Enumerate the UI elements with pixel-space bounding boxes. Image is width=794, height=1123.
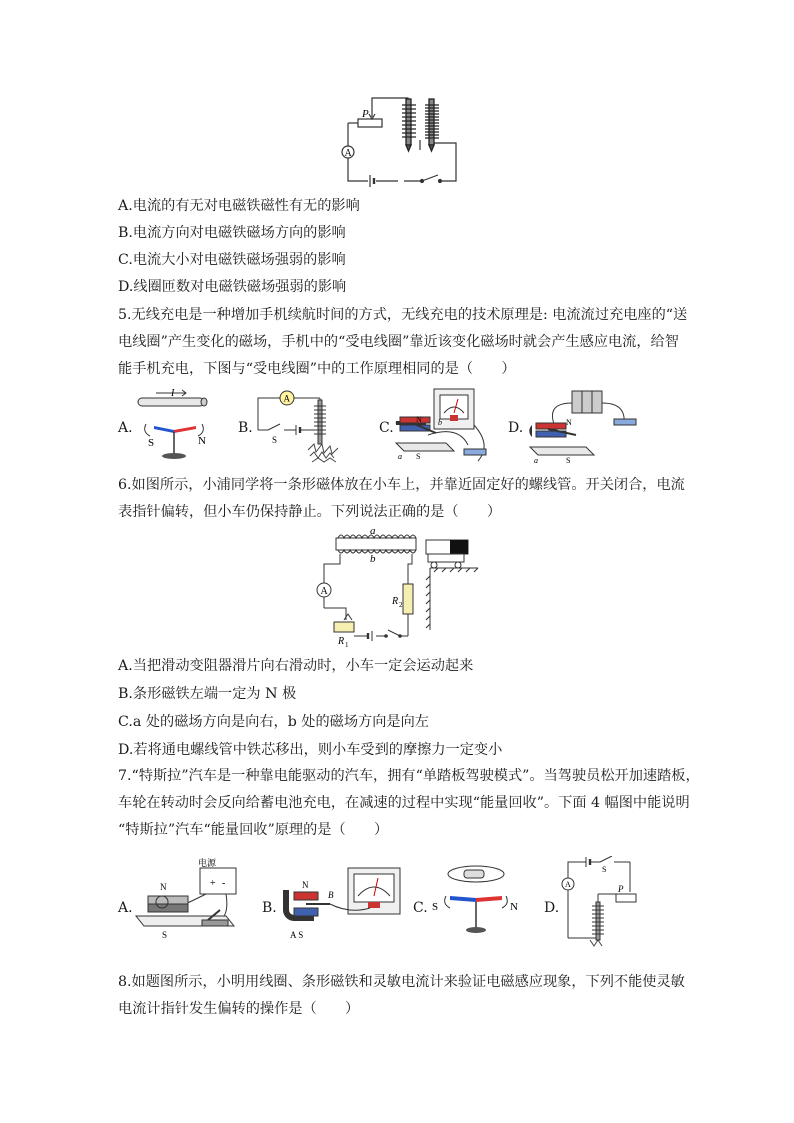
q4-option-d: D.线圈匝数对电磁铁磁场强弱的影响 [118, 279, 347, 295]
q6-stem-line-1: 6.如图所示，小浦同学将一条形磁体放在小车上，并靠近固定好的螺线管。开关闭合，电流 [118, 477, 685, 493]
q7-figure-c-oersted [428, 858, 524, 938]
q6-option-a: A.当把滑动变阻器滑片向右滑动时，小车一定会运动起来 [118, 658, 474, 674]
q5-label-a: A. [118, 420, 133, 436]
south-label: S [416, 452, 421, 461]
q5-figure-d-motor [526, 383, 644, 467]
q7-label-c: C. [413, 900, 428, 916]
q5-label-d: D. [508, 420, 524, 436]
resistor-r2-subscript: 2 [399, 601, 403, 609]
q5-stem-line-1: 5.无线充电是一种增加手机续航时间的方式，无线充电的技术原理是: 电流流过充电座的“送 [118, 307, 688, 323]
q5-figure-c-induction [392, 385, 502, 467]
south-label: S [566, 456, 571, 465]
q5-stem-line-2: 电线圈”产生变化的磁场，手机中的“受电线圈”靠近该变化磁场时就会产生感应电流，给智 [118, 334, 679, 350]
resistor-r1-subscript: 1 [345, 641, 349, 649]
q5-label-b: B. [238, 420, 253, 436]
q5-label-c: C. [379, 420, 394, 436]
north-label: N [416, 415, 422, 424]
q4-option-a: A.电流的有无对电磁铁磁性有无的影响 [118, 198, 360, 214]
point-b-label: B [328, 890, 334, 900]
point-a-label: a [370, 526, 376, 537]
q7-figure-b-generator [280, 862, 410, 942]
q6-stem-line-2: 表指针偏转，但小车仍保持静止。下列说法正确的是（ ） [118, 504, 502, 520]
ammeter-label: A [320, 586, 328, 597]
q4-circuit-figure [330, 95, 465, 190]
q7-figure-d-electromagnet [560, 856, 646, 948]
ammeter-label: A [565, 880, 571, 889]
q6-solenoid-circuit-figure [312, 526, 482, 652]
south-label: S [432, 901, 439, 913]
south-label: S [162, 930, 168, 940]
point-a-label: a [534, 456, 538, 465]
q6-option-d: D.若将通电螺线管中铁芯移出，则小车受到的摩擦力一定变小 [118, 742, 503, 758]
north-pole-label: N [198, 435, 206, 447]
svg-text:+: + [210, 878, 216, 889]
point-b-label: b [438, 418, 442, 427]
resistor-r1-label: R [338, 636, 345, 647]
q5-stem-line-3: 能手机充电，下图与“受电线圈”中的工作原理相同的是（ ） [118, 361, 516, 377]
q4-option-c: C.电流大小对电磁铁磁场强弱的影响 [118, 252, 346, 268]
q5-figure-a-oersted [134, 388, 214, 464]
north-label: N [302, 880, 309, 890]
q6-option-b: B.条形磁铁左端一定为 N 极 [118, 686, 297, 702]
north-label: N [566, 418, 572, 427]
resistor-r2-label: R [392, 596, 399, 607]
current-label: I [171, 388, 175, 399]
rheostat-label: P [618, 884, 624, 894]
q7-label-d: D. [544, 900, 560, 916]
switch-label: S [272, 435, 278, 445]
q7-stem-line-3: “特斯拉”汽车“能量回收”原理的是（ ） [118, 822, 389, 838]
rheostat-label: P [362, 108, 369, 120]
q7-label-a: A. [118, 900, 133, 916]
point-a-label: a [398, 452, 402, 461]
q8-stem-line-2: 电流计指针发生偏转的操作是（ ） [118, 1001, 360, 1017]
north-label: N [510, 901, 518, 913]
ammeter-label: A [283, 393, 290, 404]
svg-text:-: - [222, 878, 226, 889]
north-label: N [160, 882, 167, 892]
q6-option-c: C.a 处的磁场方向是向右，b 处的磁场方向是向左 [118, 714, 429, 730]
point-a-south-label: A S [290, 930, 304, 940]
q4-option-b: B.电流方向对电磁铁磁场方向的影响 [118, 225, 346, 241]
q7-label-b: B. [262, 900, 277, 916]
q7-stem-line-1: 7.“特斯拉”汽车是一种靠电能驱动的汽车，拥有“单踏板驾驶模式”。当驾驶员松开加速踏板， [118, 768, 700, 784]
q5-figure-b-electromagnet [250, 388, 355, 468]
switch-label: S [602, 865, 607, 874]
ammeter-label: A [344, 148, 352, 159]
q8-stem-line-1: 8.如题图所示，小明用线圈、条形磁铁和灵敏电流计来验证电磁感应现象，下列不能使灵敏 [118, 974, 685, 990]
south-pole-label: S [148, 437, 155, 449]
power-supply-label: 电源 [198, 858, 217, 868]
point-b-label: b [370, 553, 376, 565]
q7-figure-a-motor [134, 856, 246, 942]
q7-stem-line-2: 车轮在转动时会反向给蓄电池充电，在减速的过程中实现“能量回收”。下面 4 幅图中能说明 [118, 795, 690, 811]
